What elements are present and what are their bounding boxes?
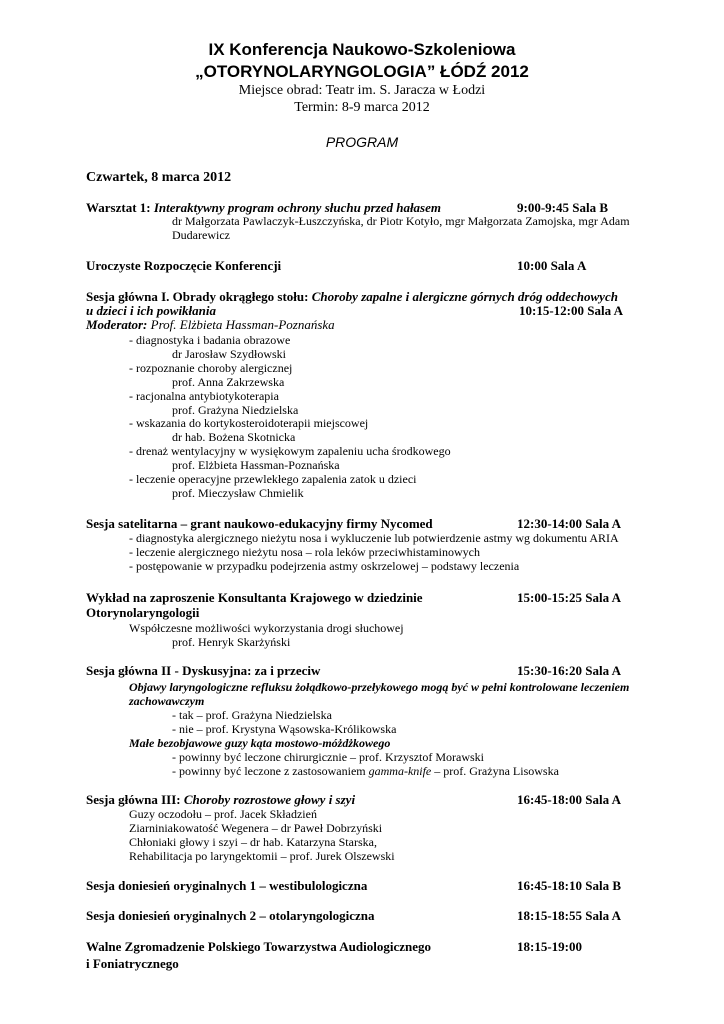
workshop-label: Warsztat 1: [86, 200, 154, 215]
session1-item-topic: - rozpoznanie choroby alergicznej [129, 361, 293, 375]
session2-question-1: Objawy laryngologiczne refluksu żołądkowo-przełykowego mogą być w pełni kontrolowane leczeniem [129, 680, 630, 694]
day-heading: Czwartek, 8 marca 2012 [86, 170, 232, 185]
lecture-title-cont: Otorynolaryngologii [86, 605, 200, 620]
satellite-title: Sesja satelitarna – grant naukowo-edukacyjny firmy Nycomed [86, 516, 433, 531]
session2-q2-a: - powinny być leczone chirurgicznie – prof. Krzysztof Morawski [172, 750, 485, 764]
opening-time: 10:00 Sala A [517, 258, 587, 273]
oral-session-2-time: 18:15-18:55 Sala A [517, 908, 621, 923]
session1-item-speaker: prof. Mieczysław Chmielik [172, 486, 304, 500]
assembly-time: 18:15-19:00 [517, 939, 582, 954]
workshop-time: 9:00-9:45 Sala B [517, 200, 608, 215]
workshop-topic: Interaktywny program ochrony słuchu przed hałasem [153, 200, 441, 215]
lecture-topic: Współczesne możliwości wykorzystania drogi słuchowej [129, 621, 404, 635]
session1-item-topic: - leczenie operacyjne przewlekłego zapalenia zatok u dzieci [129, 472, 417, 486]
session3-title [86, 793, 355, 808]
session1-label: Sesja główna I. Obrady okrągłego stołu: [86, 289, 312, 304]
session3-topic: Choroby rozrostowe głowy i szyi [183, 792, 356, 807]
session1-item-speaker: prof. Elżbieta Hassman-Poznańska [172, 458, 340, 472]
session1-time: 10:15-12:00 Sala A [519, 303, 623, 318]
assembly-title-cont: i Foniatrycznego [86, 956, 179, 971]
session2-question-1-cont: zachowawczym [129, 694, 205, 708]
opening-title: Uroczyste Rozpoczęcie Konferencji [86, 258, 282, 273]
program-heading: PROGRAM [325, 134, 399, 150]
session1-item-topic: - wskazania do kortykosteroidoterapii miejscowej [129, 416, 369, 430]
session3-time: 16:45-18:00 Sala A [517, 792, 621, 807]
conference-title: IX Konferencja Naukowo-Szkoleniowa [208, 40, 516, 59]
session2-q1-no: - nie – prof. Krystyna Wąsowska-Królikowska [172, 722, 397, 736]
session1-item-speaker: prof. Anna Zakrzewska [172, 375, 285, 389]
session2-q2-b-em: gamma-knife [368, 764, 432, 778]
session3-item: Ziarniniakowatość Wegenera – dr Paweł Dobrzyński [129, 821, 383, 835]
session1-item-topic: - drenaż wentylacyjny w wysiękowym zapaleniu ucha środkowego [129, 444, 451, 458]
assembly-title: Walne Zgromadzenie Polskiego Towarzystwa Audiologicznego [86, 939, 431, 954]
session1-moderator [86, 318, 335, 333]
conference-subtitle: „OTORYNOLARYNGOLOGIA” ŁÓDŹ 2012 [195, 62, 529, 81]
venue: Miejsce obrad: Teatr im. S. Jaracza w Łodzi [238, 83, 486, 98]
dates: Termin: 8-9 marca 2012 [294, 100, 430, 115]
session1-topic: Choroby zapalne i alergiczne górnych dróg oddechowych [311, 289, 618, 304]
session3-item: Chłoniaki głowy i szyi – dr hab. Katarzyna Starska, [129, 835, 377, 849]
session3-item: Guzy oczodołu – prof. Jacek Składzień [129, 807, 317, 821]
session3-label: Sesja główna III: [86, 792, 184, 807]
satellite-item: - leczenie alergicznego nieżytu nosa – rola leków przeciwhistaminowych [129, 545, 480, 559]
session2-q2-b [172, 765, 559, 779]
workshop-speakers-cont: Dudarewicz [172, 228, 230, 242]
oral-session-1-time: 16:45-18:10 Sala B [517, 878, 621, 893]
oral-session-1-title: Sesja doniesień oryginalnych 1 – westibulologiczna [86, 878, 368, 893]
lecture-time: 15:00-15:25 Sala A [517, 590, 621, 605]
session2-question-2: Małe bezobjawowe guzy kąta mostowo-móżdżkowego [129, 736, 391, 750]
session1-item-topic: - racjonalna antybiotykoterapia [129, 389, 279, 403]
moderator-label: Moderator: [86, 317, 151, 332]
session2-q2-b-pre: - powinny być leczone z zastosowaniem [172, 764, 369, 778]
session1-item-speaker: dr hab. Bożena Skotnicka [172, 430, 296, 444]
session2-q1-yes: - tak – prof. Grażyna Niedzielska [172, 708, 332, 722]
satellite-item: - postępowanie w przypadku podejrzenia astmy oskrzelowej – podstawy leczenia [129, 559, 520, 573]
lecture-speaker: prof. Henryk Skarżyński [172, 635, 291, 649]
oral-session-2-title: Sesja doniesień oryginalnych 2 – otolaryngologiczna [86, 908, 375, 923]
workshop-speakers: dr Małgorzata Pawlaczyk-Łuszczyńska, dr Piotr Kotyło, mgr Małgorzata Zamojska, mgr Adam [172, 214, 630, 228]
session1-item-speaker: dr Jarosław Szydłowski [172, 347, 286, 361]
session1-topic-cont: u dzieci i ich powikłania [86, 303, 217, 318]
lecture-title: Wykład na zaproszenie Konsultanta Krajowego w dziedzinie [86, 590, 423, 605]
session2-q2-b-post: – prof. Grażyna Lisowska [431, 764, 559, 778]
satellite-time: 12:30-14:00 Sala A [517, 516, 621, 531]
session2-time: 15:30-16:20 Sala A [517, 663, 621, 678]
satellite-item: - diagnostyka alergicznego nieżytu nosa i wykluczenie lub potwierdzenie astmy wg dokumentu ARIA [129, 531, 619, 545]
session1-item-topic: - diagnostyka i badania obrazowe [129, 333, 291, 347]
session2-title: Sesja główna II - Dyskusyjna: za i przeciw [86, 663, 321, 678]
session1-item-speaker: prof. Grażyna Niedzielska [172, 403, 299, 417]
moderator-name: Prof. Elżbieta Hassman-Poznańska [150, 317, 335, 332]
session3-item: Rehabilitacja po laryngektomii – prof. Jurek Olszewski [129, 849, 395, 863]
